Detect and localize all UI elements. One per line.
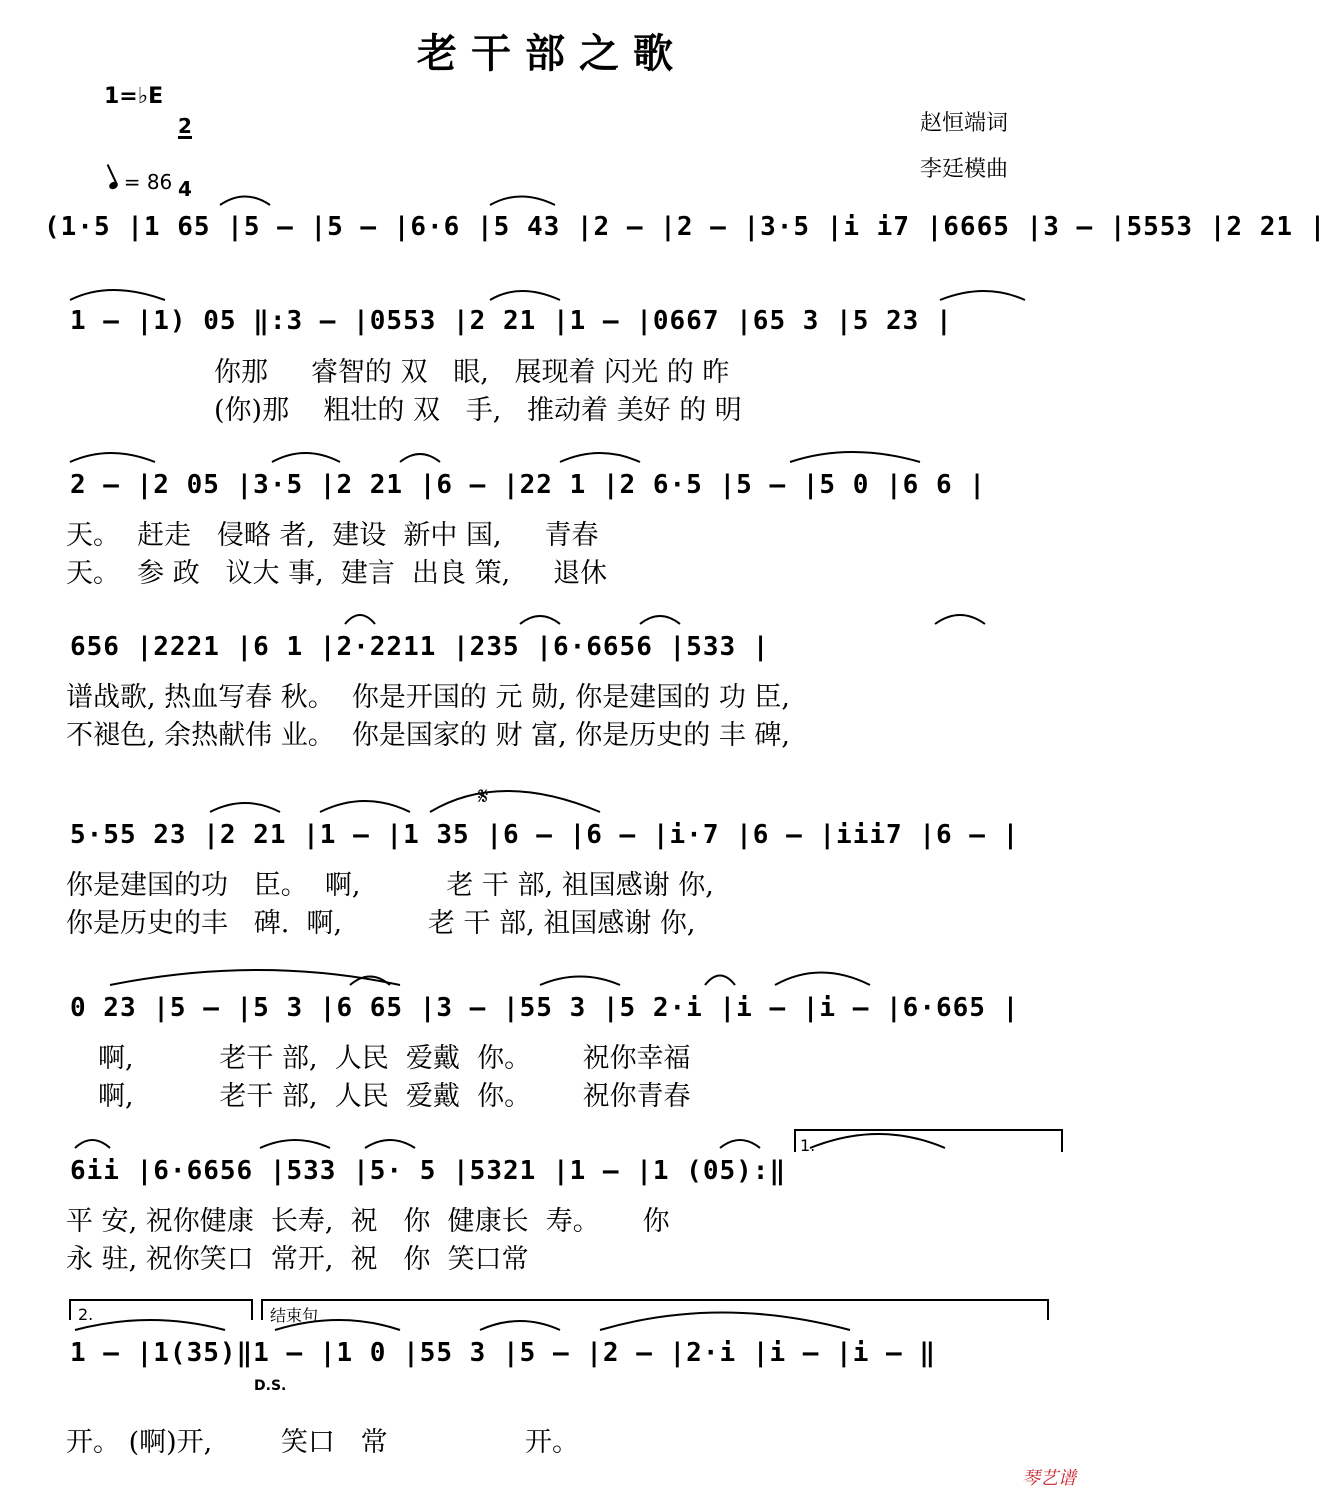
slur [640, 616, 680, 624]
lyrics-line-3-verse-1: 天。 赶走 侵略 者, 建设 新中 国, 青春 [66, 520, 599, 551]
lyrics-line-4-verse-1: 谱战歌, 热血写春 秋。 你是开国的 元 勋, 你是建国的 功 臣, [66, 682, 790, 713]
watermark-logo [1022, 1464, 1076, 1490]
slur [935, 615, 985, 624]
slur [790, 452, 920, 462]
segno-icon: 𝄋 [478, 782, 489, 810]
slur [480, 1321, 560, 1330]
slur [110, 970, 400, 985]
slur [365, 1140, 415, 1148]
slur [810, 1134, 945, 1148]
slur [260, 1140, 330, 1148]
tempo-value: = 86 [123, 170, 173, 194]
song-title: 老干部之歌 [417, 31, 687, 77]
slur [70, 453, 155, 462]
notation-line-8: 1 – |1(35)‖1 – |1 0 |55 3 |5 – |2 – |2·i |i – |i – ‖ [70, 1338, 936, 1368]
composer-credit: 李廷模曲 [920, 157, 1009, 182]
slur [210, 803, 280, 812]
slur [75, 1140, 110, 1148]
lyrics-line-2-verse-1: 你那 睿智的 双 眼, 展现着 闪光 的 昨 [214, 357, 730, 388]
slur [430, 791, 600, 812]
slur [540, 977, 620, 986]
notation-line-4: 656 |2221 |6 1 |2·2211 |235 |6·6656 |533 | [70, 632, 770, 662]
slur [560, 453, 640, 462]
ds-mark: D.S. [254, 1378, 287, 1394]
slur [940, 291, 1025, 300]
notation-line-2: 1 – |1) 05 ‖:3 – |0553 |2 21 |1 – |0667 |65 3 |5 23 | [70, 306, 953, 336]
slur [520, 616, 560, 624]
lyrics-line-4-verse-2: 不褪色, 余热献伟 业。 你是国家的 财 富, 你是历史的 丰 碑, [66, 720, 790, 751]
lyricist-credit: 赵恒端词 [920, 111, 1009, 136]
time-signature-bottom: 4 [178, 177, 192, 201]
coda-label: 结束句 [270, 1306, 319, 1325]
slur [775, 973, 870, 986]
slur [345, 615, 375, 624]
slur [490, 197, 555, 206]
lyrics-line-7-verse-2: 永 驻, 祝你笑口 常开, 祝 你 笑口常 [66, 1244, 529, 1275]
slur [400, 454, 440, 462]
slur [600, 1313, 850, 1331]
watermark-text: 琴艺谱 [1022, 1468, 1076, 1489]
time-signature-top: 2 [178, 114, 192, 138]
lyrics-line-5-verse-1: 你是建国的功 臣。 啊, 老 干 部, 祖国感谢 你, [66, 870, 714, 901]
slur [70, 290, 165, 300]
lyrics-line-5-verse-2: 你是历史的丰 碑. 啊, 老 干 部, 祖国感谢 你, [66, 908, 696, 939]
lyrics-line-3-verse-2: 天。 参 政 议大 事, 建言 出良 策, 退休 [66, 558, 608, 589]
lyrics-line-8: 开。 (啊)开, 笑口 常 开。 [66, 1427, 579, 1458]
slur [490, 291, 560, 300]
lyrics-line-7-verse-1: 平 安, 祝你健康 长寿, 祝 你 健康长 寿。 你 [66, 1206, 670, 1237]
slur [220, 197, 270, 206]
notation-line-7: 6ii |6·6656 |533 |5· 5 |5321 |1 – |1 (05):‖ [70, 1156, 787, 1186]
lyrics-line-6-verse-1: 啊, 老干 部, 人民 爱戴 你。 祝你幸福 [98, 1043, 691, 1074]
notation-line-5: 5·55 23 |2 21 |1 – |1 35 |6 – |6 – |i·7 |6 – |iii7 |6 – | [70, 820, 1020, 850]
slur [320, 801, 410, 812]
notation-line-1: (1·5 |1 65 |5 – |5 – |6·6 |5 43 |2 – |2 – |3·5 |i i7 |6665 |3 – |5553 |2 21 | [44, 212, 1326, 242]
key-signature: 1=♭E [104, 84, 164, 109]
lyrics-line-2-verse-2: (你)那 粗壮的 双 手, 推动着 美好 的 明 [214, 395, 742, 426]
second-ending-bracket [70, 1300, 252, 1320]
slur [275, 1320, 400, 1330]
slur [705, 976, 735, 986]
lyrics-line-6-verse-2: 啊, 老干 部, 人民 爱戴 你。 祝你青春 [98, 1081, 691, 1112]
slur [272, 453, 340, 462]
slur [720, 1140, 760, 1148]
first-ending-label: 1. [800, 1136, 816, 1155]
notation-line-3: 2 – |2 05 |3·5 |2 21 |6 – |22 1 |2 6·5 |5 – |5 0 |6 6 | [70, 470, 986, 500]
slur [75, 1320, 225, 1330]
second-ending-label: 2. [78, 1305, 94, 1324]
notation-line-6: 0 23 |5 – |5 3 |6 65 |3 – |55 3 |5 2·i |i – |i – |6·665 | [70, 993, 1020, 1023]
